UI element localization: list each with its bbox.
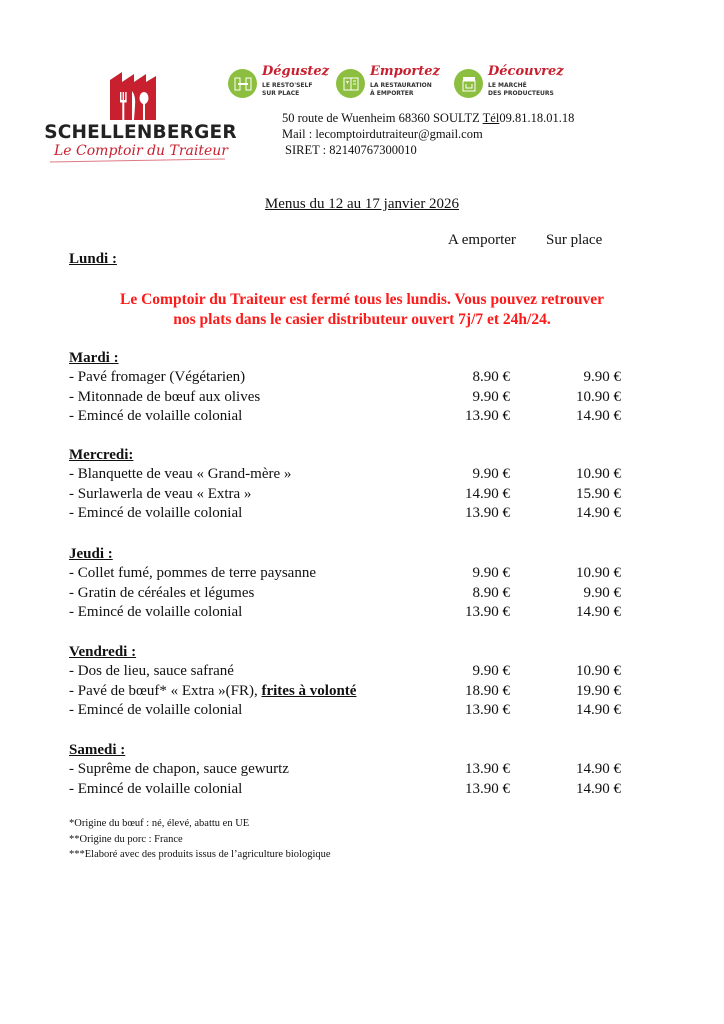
price-emporter: 13.90 €: [465, 780, 510, 797]
price-emporter: 13.90 €: [465, 604, 510, 621]
service-title: Dégustez: [262, 64, 330, 79]
menu-item: [69, 465, 629, 485]
menu-item: [69, 584, 629, 604]
price-emporter: 13.90 €: [465, 702, 510, 719]
day-section-mercredi: [69, 446, 629, 524]
day-heading: Mercredi:: [69, 447, 134, 463]
contact-siret: SIRET : 82140767300010: [285, 143, 417, 157]
menu-item: [69, 780, 629, 800]
service-subtitle: LE RESTO'SELF SUR PLACE: [262, 82, 313, 97]
day-heading: Vendredi :: [69, 644, 137, 660]
closed-notice: [0, 290, 724, 330]
price-sur-place: 14.90 €: [576, 761, 621, 777]
price-emporter: 18.90 €: [465, 682, 510, 699]
menu-item: [69, 485, 629, 505]
day-heading: Mardi :: [69, 350, 119, 366]
factory-cutlery-logo-icon: [108, 70, 168, 122]
contact-block: [282, 110, 574, 158]
price-sur-place: 10.90 €: [576, 663, 621, 679]
menu-item: [69, 603, 629, 623]
menu-item: [69, 368, 629, 388]
dish-name: - Surlawerla de veau « Extra »: [69, 485, 252, 502]
price-sur-place: 14.90 €: [576, 604, 621, 621]
menu-item: [69, 662, 629, 682]
footnote: *Origine du bœuf : né, élevé, abattu en UE: [69, 818, 250, 829]
footnote: **Origine du porc : France: [69, 833, 183, 845]
price-sur-place: 14.90 €: [576, 702, 621, 719]
address: 50 route de Wuenheim 68360 SOULTZ: [282, 111, 480, 125]
menu-item: [69, 504, 629, 524]
contact-address-line: [282, 110, 574, 126]
price-emporter: 9.90 €: [472, 663, 510, 679]
footnote: ***Elaboré avec des produits issus de l’agriculture biologique: [69, 849, 331, 860]
company-logo: [28, 70, 253, 165]
price-emporter: 9.90 €: [472, 388, 510, 405]
brand-underline: [50, 158, 225, 162]
dish-name: - Emincé de volaille colonial: [69, 780, 243, 797]
day-heading: Samedi :: [69, 742, 126, 758]
price-emporter: 9.90 €: [472, 466, 510, 482]
dish-name: - Emincé de volaille colonial: [69, 408, 243, 425]
dish-name: - Blanquette de veau « Grand-mère »: [69, 466, 292, 482]
dining-table-icon: [228, 69, 257, 98]
service-subtitle: LA RESTAURATION À EMPORTER: [370, 82, 432, 97]
column-header-sur-place: Sur place: [546, 232, 603, 248]
price-sur-place: 15.90 €: [576, 485, 621, 502]
menu-item: [69, 564, 629, 584]
dish-name: - Emincé de volaille colonial: [69, 505, 243, 522]
phone-label: Tél: [482, 111, 500, 125]
price-emporter: 13.90 €: [465, 408, 510, 425]
menu-item: [69, 701, 629, 721]
day-section-mardi: [69, 349, 629, 427]
contact-mail: Mail : lecomptoirdutraiteur@gmail.com: [282, 127, 483, 141]
dish-name: - Suprême de chapon, sauce gewurtz: [69, 761, 289, 777]
price-sur-place: 9.90 €: [583, 584, 621, 601]
dish-name: - Gratin de céréales et légumes: [69, 584, 255, 601]
day-section-samedi: [69, 741, 629, 799]
price-sur-place: 10.90 €: [576, 466, 621, 482]
price-sur-place: 14.90 €: [576, 408, 621, 425]
day-heading-lundi: Lundi :: [69, 251, 117, 267]
price-sur-place: 14.90 €: [576, 505, 621, 522]
service-subtitle: LE MARCHÉ DES PRODUCTEURS: [488, 82, 554, 97]
day-section-jeudi: [69, 545, 629, 623]
price-sur-place: 10.90 €: [576, 388, 621, 405]
dish-name: [69, 682, 356, 702]
price-sur-place: 19.90 €: [576, 682, 621, 699]
price-sur-place: 9.90 €: [583, 369, 621, 385]
service-title: Emportez: [370, 64, 440, 79]
price-emporter: 8.90 €: [472, 584, 510, 601]
service-title: Découvrez: [488, 64, 564, 79]
price-emporter: 9.90 €: [472, 565, 510, 581]
price-sur-place: 14.90 €: [576, 780, 621, 797]
dish-name: - Emincé de volaille colonial: [69, 604, 243, 621]
dish-name: - Emincé de volaille colonial: [69, 702, 243, 719]
menu-item: [69, 407, 629, 427]
closed-notice-line: nos plats dans le casier distributeur ouvert 7j/7 et 24h/24.: [173, 311, 551, 328]
dish-name-text: - Pavé de bœuf* « Extra »(FR),: [69, 682, 262, 699]
price-emporter: 13.90 €: [465, 505, 510, 522]
price-sur-place: 10.90 €: [576, 565, 621, 581]
footnotes: [69, 816, 331, 863]
price-emporter: 8.90 €: [472, 369, 510, 385]
menu-item: [69, 388, 629, 408]
phone-number: 09.81.18.01.18: [499, 111, 575, 125]
dish-name: - Mitonnade de bœuf aux olives: [69, 388, 261, 405]
dish-emphasis: frites à volonté: [261, 682, 357, 699]
price-emporter: 13.90 €: [465, 761, 510, 777]
menu-item: [69, 682, 629, 702]
takeaway-menu-icon: [336, 69, 365, 98]
dish-name: - Pavé fromager (Végétarien): [69, 369, 246, 385]
menu-item: [69, 760, 629, 780]
market-stall-icon: [454, 69, 483, 98]
dish-name: - Collet fumé, pommes de terre paysanne: [69, 565, 317, 581]
dish-name: - Dos de lieu, sauce safrané: [69, 663, 234, 679]
brand-subtitle: Le Comptoir du Traiteur: [54, 143, 228, 159]
menu-title: Menus du 12 au 17 janvier 2026: [264, 196, 460, 212]
brand-name: SCHELLENBERGER: [44, 122, 237, 143]
day-heading: Jeudi :: [69, 546, 113, 562]
day-section-vendredi: [69, 643, 629, 721]
column-header-emporter: A emporter: [448, 232, 516, 248]
closed-notice-line: Le Comptoir du Traiteur est fermé tous les lundis. Vous pouvez retrouver: [120, 291, 604, 308]
price-emporter: 14.90 €: [465, 485, 510, 502]
